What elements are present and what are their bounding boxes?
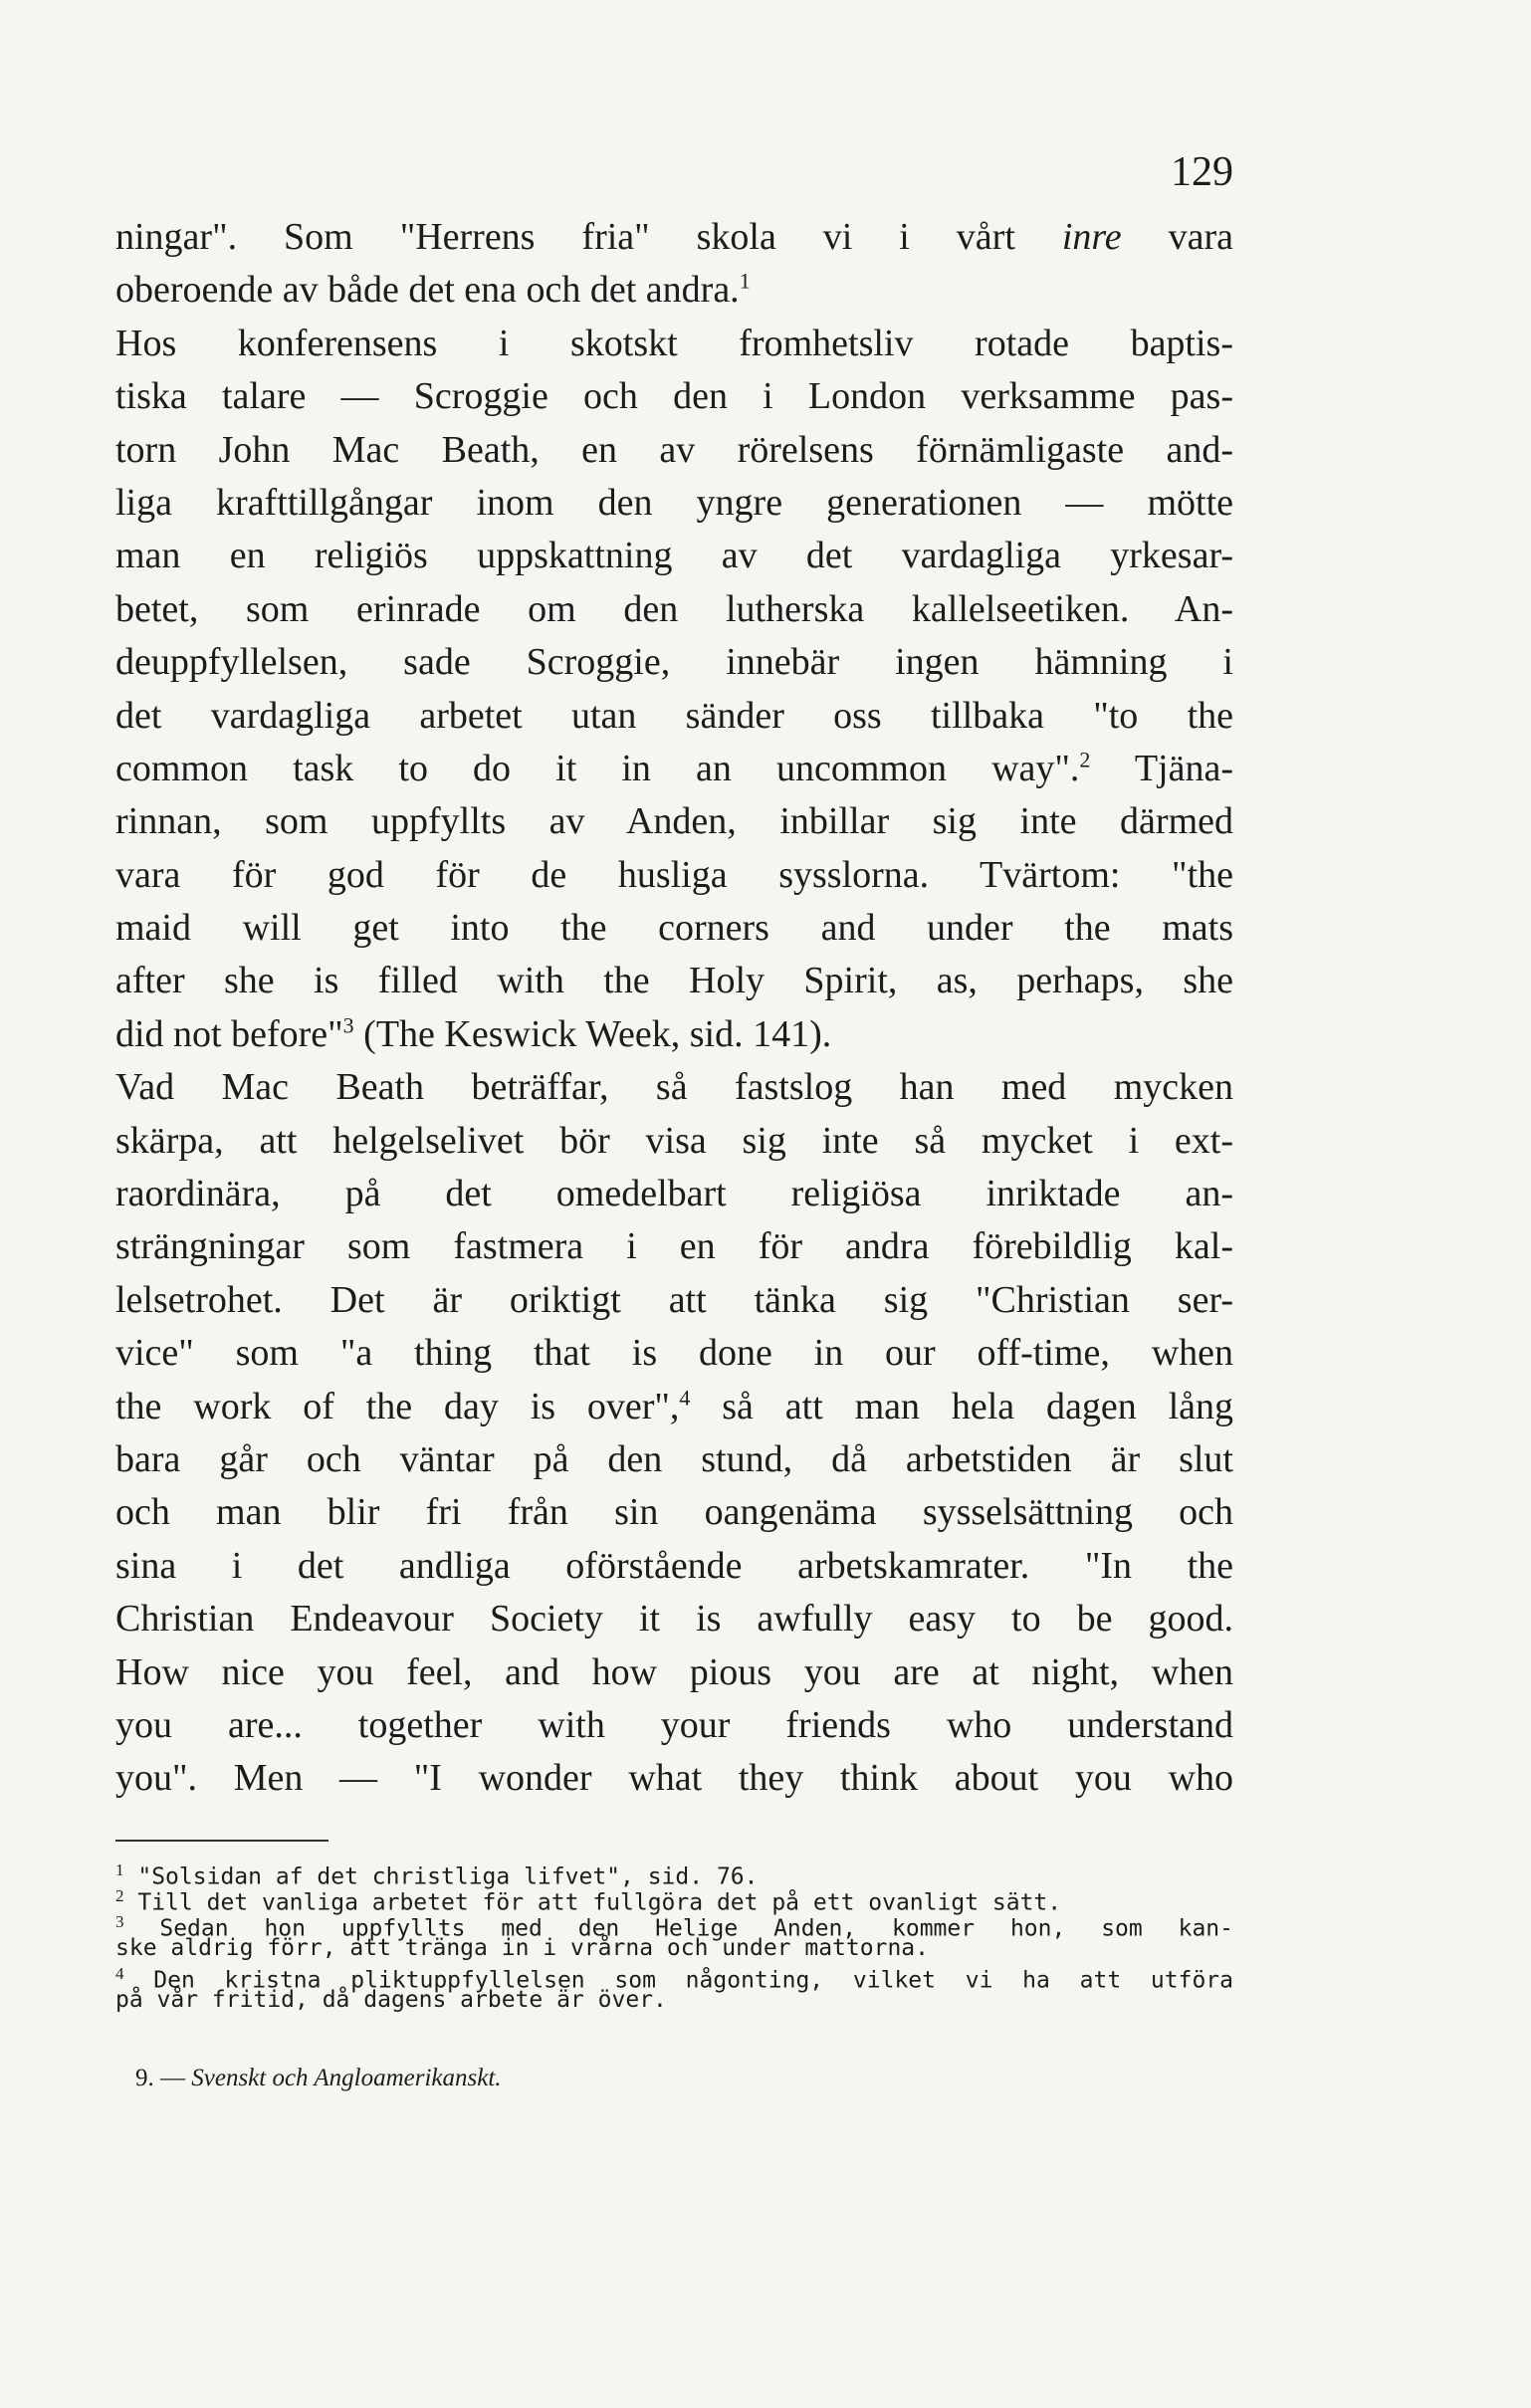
line-text: deuppfyllelsen, sade Scroggie, innebär ingen hämning i — [115, 641, 1233, 684]
footnote-text: på vår fritid, då dagens arbete är över. — [115, 1987, 667, 2013]
text-line — [115, 849, 1233, 902]
line-text: skärpa, att helgelselivet bör visa sig inte så mycket i ext- — [115, 1119, 1233, 1162]
text-line — [115, 636, 1233, 689]
footnote-marker: 1 — [739, 268, 751, 294]
footnote-text: Sedan hon uppfyllts med den Helige Anden, kommer hon, som kan- — [159, 1915, 1233, 1942]
line-text: the work of the day is over", — [115, 1385, 680, 1427]
line-text: det vardagliga arbetet utan sänder oss tillbaka "to the — [115, 694, 1233, 737]
text-line — [115, 1540, 1233, 1593]
text-line — [115, 1115, 1233, 1168]
signature-dash: — — [160, 2065, 185, 2091]
footnote — [115, 1883, 1233, 1916]
line-text: maid will get into the corners and under the mats — [115, 907, 1233, 950]
line-text: did not before" — [115, 1012, 343, 1055]
text-line — [115, 795, 1233, 848]
signature-number: 9. — [135, 2065, 154, 2091]
footnote-text: ske aldrig förr, att tränga in i vrårna och under mattorna. — [115, 1935, 929, 1961]
signature-mark — [135, 2065, 502, 2092]
line-text: man en religiös uppskattning av det vardagliga yrkesar- — [115, 535, 1233, 577]
text-line — [115, 318, 1233, 370]
text-line — [115, 1327, 1233, 1380]
text-line — [115, 1274, 1233, 1327]
text-line — [115, 1381, 1233, 1433]
text-line — [115, 1168, 1233, 1220]
text-line — [115, 211, 1233, 264]
line-italic-word: inre — [1061, 216, 1122, 258]
footnote-marker: 2 — [1079, 747, 1091, 772]
line-text-after: Tjäna- — [1090, 747, 1233, 789]
line-text: betet, som erinrade om den lutherska kallelseetiken. An- — [115, 587, 1233, 630]
line-text: rinnan, som uppfyllts av Anden, inbillar sig inte därmed — [115, 800, 1233, 843]
text-line — [115, 955, 1233, 1007]
text-line — [115, 264, 1233, 317]
footnote-marker: 3 — [342, 1012, 354, 1038]
line-text-after: så att man hela dagen lång — [690, 1385, 1233, 1427]
footnote-line — [115, 1883, 1233, 1916]
footnote-number: 4 — [115, 1964, 124, 1983]
line-text: vice" som "a thing that is done in our off-time, when — [115, 1332, 1233, 1375]
footnote-divider — [115, 1840, 328, 1842]
line-text: lelsetrohet. Det är oriktigt att tänka sig "Christian ser- — [115, 1278, 1233, 1321]
text-line — [115, 1752, 1233, 1805]
footnote-line — [115, 1909, 1233, 1942]
line-text: strängningar som fastmera i en för andra förebildlig kal- — [115, 1225, 1233, 1268]
footnote-number: 1 — [115, 1861, 124, 1879]
line-text: och man blir fri från sin oangenäma sysselsättning och — [115, 1491, 1233, 1534]
footnote-line — [115, 1961, 1234, 1994]
text-line — [115, 743, 1233, 795]
footnote-text: Den kristna pliktuppfyllelsen som någonting, vilket vi ha att utföra — [153, 1967, 1234, 1994]
line-text: Hos konferensens i skotskt fromhetsliv rotade baptis- — [115, 322, 1233, 364]
body-text — [115, 211, 1233, 1806]
footnote — [115, 1858, 1233, 1890]
line-text: sina i det andliga oförstående arbetskamrater. "In the — [115, 1544, 1233, 1587]
line-text: ningar". Som "Herrens fria" skola vi i vårt — [115, 216, 1062, 258]
text-line — [115, 1646, 1233, 1699]
footnote-marker: 4 — [679, 1384, 691, 1410]
line-text: bara går och väntar på den stund, då arbetstiden är slut — [115, 1437, 1233, 1480]
line-text-after: (The Keswick Week, sid. 141). — [353, 1012, 832, 1055]
line-text: liga krafttillgångar inom den yngre generationen — mötte — [115, 481, 1233, 524]
line-text: raordinära, på det omedelbart religiösa inriktade an- — [115, 1173, 1233, 1215]
text-line — [115, 1593, 1233, 1645]
line-text: you are... together with your friends who understand — [115, 1703, 1233, 1746]
text-line — [115, 583, 1233, 636]
text-line — [115, 1433, 1233, 1486]
line-text: How nice you feel, and how pious you are at night, when — [115, 1650, 1233, 1693]
text-line — [115, 370, 1233, 423]
footnotes — [115, 1858, 1233, 2013]
footnote-text: Till det vanliga arbetet för att fullgöra det på ett ovanligt sätt. — [137, 1889, 1062, 1916]
signature-title: Svenskt och Angloamerikanskt. — [191, 2065, 502, 2091]
footnote — [115, 1909, 1233, 1961]
footnote-line — [115, 1858, 1233, 1890]
text-line — [115, 424, 1233, 477]
page-number: 129 — [1171, 149, 1233, 195]
footnote-number: 3 — [115, 1912, 124, 1931]
line-text: Vad Mac Beath beträffar, så fastslog han med mycken — [115, 1066, 1233, 1109]
footnote-text: "Solsidan af det christliga lifvet", sid. 76. — [137, 1863, 759, 1890]
line-text: you". Men — "I wonder what they think about you who — [115, 1757, 1233, 1800]
line-text-after: vara — [1121, 216, 1233, 258]
text-line — [115, 902, 1233, 955]
text-line — [115, 690, 1233, 743]
line-text: torn John Mac Beath, en av rörelsens förnämligaste and- — [115, 428, 1233, 471]
text-line — [115, 1008, 1233, 1061]
line-text: vara för god för de husliga sysslorna. Tvärtom: "the — [115, 853, 1233, 896]
footnote-number: 2 — [115, 1886, 124, 1905]
text-line — [115, 1220, 1233, 1273]
line-text: after she is filled with the Holy Spirit, as, perhaps, she — [115, 960, 1233, 1002]
footnote — [115, 1961, 1233, 2013]
text-line — [115, 530, 1233, 582]
line-text: Christian Endeavour Society it is awfully easy to be good. — [115, 1598, 1233, 1641]
text-line — [115, 477, 1233, 530]
text-line — [115, 1061, 1233, 1114]
text-line — [115, 1486, 1233, 1539]
text-line — [115, 1699, 1233, 1752]
line-text: tiska talare — Scroggie och den i London verksamme pas- — [115, 375, 1233, 418]
line-text: oberoende av både det ena och det andra. — [115, 269, 740, 312]
line-text: common task to do it in an uncommon way". — [115, 747, 1080, 789]
